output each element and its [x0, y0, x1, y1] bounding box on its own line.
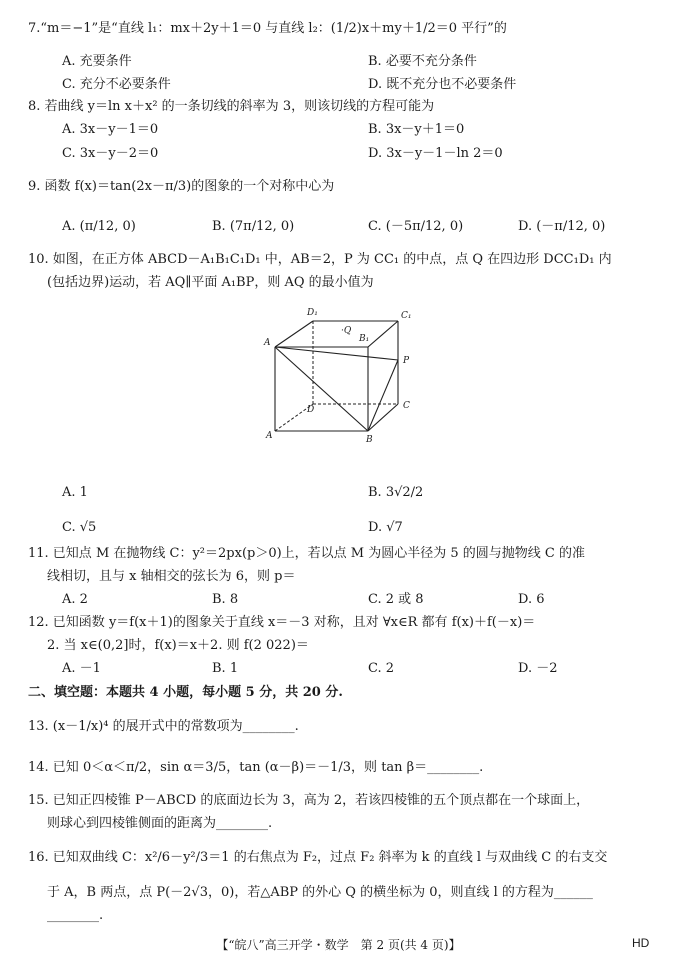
- label-b: B: [366, 435, 373, 445]
- q9-option-d: D. (－π/12, 0): [518, 219, 606, 234]
- footer-code: HD: [632, 936, 650, 950]
- q7-option-d: D. 既不充分也不必要条件: [368, 77, 517, 92]
- q8-stem: 8. 若曲线 y＝ln x＋x² 的一条切线的斜率为 3，则该切线的方程可能为: [28, 99, 435, 114]
- label-a1: A: [264, 338, 271, 348]
- q15-line2: 则球心到四棱锥侧面的距离为________.: [47, 816, 273, 831]
- q8-option-b: B. 3x－y＋1＝0: [368, 122, 465, 137]
- q12-option-a: A. －1: [62, 661, 101, 676]
- q12-option-d: D. －2: [518, 661, 558, 676]
- edge-c1-b1: [368, 321, 398, 347]
- label-b1: B₁: [359, 334, 370, 344]
- q8-option-d: D. 3x－y－1－ln 2＝0: [368, 146, 503, 161]
- q11-stem-line1: 11. 已知点 M 在抛物线 C：y²＝2px(p＞0)上，若以点 M 为圆心半径为 5 的圆与抛物线 C 的准: [28, 546, 586, 561]
- q10-stem-line2: (包括边界)运动，若 AQ∥平面 A₁BP，则 AQ 的最小值为: [47, 275, 374, 290]
- label-c: C: [403, 401, 410, 411]
- q9-option-b: B. (7π/12, 0): [212, 219, 295, 234]
- q10-stem-line1: 10. 如图，在正方体 ABCD－A₁B₁C₁D₁ 中，AB＝2，P 为 CC₁ 的中点，点 Q 在四边形 DCC₁D₁ 内: [28, 252, 612, 267]
- q12-stem-line1: 12. 已知函数 y＝f(x＋1)的图象关于直线 x＝－3 对称，且对 ∀x∈R 都有 f(x)＋f(－x)＝: [28, 615, 536, 630]
- line-a1-b: [275, 347, 368, 431]
- q12-option-b: B. 1: [212, 661, 239, 676]
- q14: 14. 已知 0＜α＜π/2，sin α＝3/5，tan (α－β)＝－1/3，则 tan β＝________.: [28, 760, 484, 775]
- cube-figure: [255, 300, 425, 450]
- label-c1: C₁: [401, 311, 412, 321]
- q12-option-c: C. 2: [368, 661, 395, 676]
- q12-stem-line2: 2. 当 x∈(0,2]时，f(x)＝x＋2. 则 f(2 022)＝: [47, 638, 309, 653]
- q8-option-a: A. 3x－y－1＝0: [62, 122, 159, 137]
- label-a: A: [266, 431, 273, 441]
- q13: 13. (x－1/x)⁴ 的展开式中的常数项为________.: [28, 719, 299, 734]
- q11-option-d: D. 6: [518, 592, 545, 607]
- q16-line3: ________.: [47, 908, 104, 923]
- q11-option-b: B. 8: [212, 592, 239, 607]
- q9-stem: 9. 函数 f(x)＝tan(2x－π/3)的图象的一个对称中心为: [28, 179, 335, 194]
- q9-option-a: A. (π/12, 0): [62, 219, 136, 234]
- page-footer: 【“皖八”高三开学・数学 第 2 页(共 4 页)】: [216, 938, 461, 952]
- section-heading: 二、填空题：本题共 4 小题，每小题 5 分，共 20 分.: [28, 685, 343, 700]
- q11-option-c: C. 2 或 8: [368, 592, 424, 607]
- q11-option-a: A. 2: [62, 592, 88, 607]
- q10-option-b: B. 3√2/2: [368, 485, 424, 500]
- label-d1: D₁: [307, 308, 318, 318]
- edge-a1-d1: [275, 321, 313, 347]
- q7-option-b: B. 必要不充分条件: [368, 54, 477, 69]
- q16-line2: 于 A，B 两点，点 P(－2√3，0)，若△ABP 的外心 Q 的横坐标为 0，则直线 l 的方程为______: [47, 885, 593, 900]
- q8-option-c: C. 3x－y－2＝0: [62, 146, 159, 161]
- q11-stem-line2: 线相切，且与 x 轴相交的弦长为 6，则 p＝: [47, 569, 296, 584]
- label-d: D: [307, 405, 315, 415]
- label-p: P: [403, 356, 410, 366]
- q10-option-a: A. 1: [62, 485, 88, 500]
- q7-option-a: A. 充要条件: [62, 54, 132, 69]
- q16-line1: 16. 已知双曲线 C：x²/6－y²/3＝1 的右焦点为 F₂，过点 F₂ 斜率为 k 的直线 l 与双曲线 C 的右支交: [28, 850, 608, 865]
- q7-stem: 7.“m＝−1”是“直线 l₁：mx＋2y＋1＝0 与直线 l₂：(1/2)x＋my＋1/2＝0 平行”的: [28, 21, 507, 36]
- q10-option-d: D. √7: [368, 520, 403, 535]
- line-b-p: [368, 360, 398, 431]
- label-q: ·Q: [341, 326, 352, 336]
- q10-option-c: C. √5: [62, 520, 97, 535]
- line-a1-p: [275, 347, 398, 360]
- q9-option-c: C. (－5π/12, 0): [368, 219, 464, 234]
- edge-b-c: [368, 404, 398, 431]
- q7-option-c: C. 充分不必要条件: [62, 77, 171, 92]
- q15-line1: 15. 已知正四棱锥 P－ABCD 的底面边长为 3，高为 2，若该四棱锥的五个顶点都在一个球面上，: [28, 793, 590, 808]
